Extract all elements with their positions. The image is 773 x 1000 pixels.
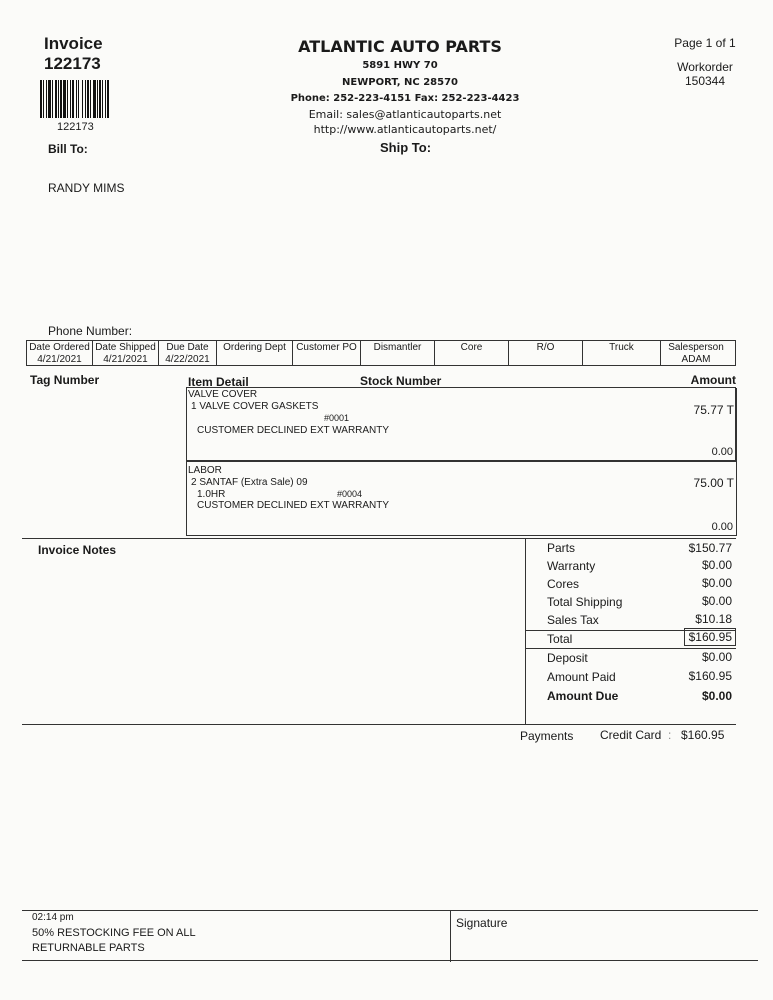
totals-left-rule — [525, 538, 526, 724]
col-stock-number: Stock Number — [360, 374, 442, 388]
grid-cell-ro: R/O — [509, 341, 583, 365]
footer-bottom-rule — [22, 960, 758, 961]
company-email: Email: sales@atlanticautoparts.net — [308, 108, 502, 121]
totals-value: $0.00 — [701, 576, 732, 590]
grid-cell-core: Core — [435, 341, 509, 365]
item-qty: 1.0HR — [197, 489, 226, 500]
order-info-grid — [26, 340, 736, 366]
item-stock: #0004 — [337, 489, 363, 499]
amount-due-value: $0.00 — [701, 689, 732, 703]
grid-cell-truck: Truck — [583, 341, 661, 365]
restocking-line2: RETURNABLE PARTS — [32, 942, 145, 954]
total-value: $160.95 — [688, 630, 732, 644]
barcode — [40, 80, 126, 118]
print-time: 02:14 pm — [32, 912, 74, 923]
signature-divider — [450, 910, 451, 962]
grid-cell-customer-po: Customer PO — [293, 341, 361, 365]
col-item-detail: Item Detail — [188, 375, 249, 389]
totals-label: Parts — [547, 541, 576, 555]
grid-cell-due-date: Due Date 4/22/2021 — [159, 341, 217, 365]
amount-due-label: Amount Due — [547, 689, 619, 703]
item-amount: 75.77 T — [693, 403, 734, 417]
total-label: Total — [547, 632, 573, 646]
item-right-rule — [735, 388, 736, 460]
company-address2: NEWPORT, NC 28570 — [342, 77, 458, 88]
signature-label[interactable]: Signature — [456, 916, 508, 930]
bill-to-name: RANDY MIMS — [48, 181, 125, 195]
totals-label: Total Shipping — [547, 595, 623, 609]
grid-cell-date-ordered: Date Ordered 4/21/2021 — [27, 341, 93, 365]
payment-method: Credit Card — [600, 728, 662, 742]
totals-label: Cores — [547, 577, 580, 591]
company-website[interactable]: http://www.atlanticautoparts.net/ — [313, 123, 497, 136]
item-category: VALVE COVER — [188, 389, 258, 400]
company-name: ATLANTIC AUTO PARTS — [298, 37, 502, 56]
col-amount: Amount — [690, 373, 736, 387]
totals-label: Sales Tax — [547, 613, 599, 627]
invoice-number: 122173 — [44, 54, 101, 73]
footer-top-rule — [22, 910, 758, 911]
amount-paid-label: Amount Paid — [547, 670, 616, 684]
item-note: CUSTOMER DECLINED EXT WARRANTY — [197, 425, 390, 436]
deposit-label: Deposit — [547, 651, 588, 665]
item-desc: 1 VALVE COVER GASKETS — [191, 401, 319, 412]
workorder-label: Workorder — [677, 60, 733, 74]
totals-label: Warranty — [547, 559, 596, 573]
restocking-line1: 50% RESTOCKING FEE ON ALL — [32, 927, 196, 939]
payments-label: Payments — [520, 729, 574, 743]
payment-separator: : — [668, 728, 672, 742]
item-divider — [186, 461, 736, 462]
totals-value: $10.18 — [695, 612, 732, 626]
invoice-label: Invoice — [44, 34, 103, 53]
bill-to-label: Bill To: — [48, 142, 88, 156]
grid-cell-salesperson: Salesperson ADAM — [668, 342, 724, 365]
grid-cell-ordering-dept: Ordering Dept — [217, 341, 293, 365]
invoice-notes-label: Invoice Notes — [38, 543, 117, 557]
totals-value: $0.00 — [701, 558, 732, 572]
page-indicator: Page 1 of 1 — [674, 36, 736, 50]
company-address1: 5891 HWY 70 — [362, 60, 438, 71]
phone-label: Phone Number: — [48, 324, 133, 338]
section-rule — [22, 538, 736, 539]
amount-paid-value: $160.95 — [688, 669, 732, 683]
item-amount: 75.00 T — [693, 476, 734, 490]
item-category: LABOR — [188, 465, 222, 476]
grid-cell-dismantler: Dismantler — [361, 341, 435, 365]
item-desc: 2 SANTAF (Extra Sale) 09 — [191, 477, 308, 488]
ship-to-label: Ship To: — [380, 140, 432, 155]
item-note: CUSTOMER DECLINED EXT WARRANTY — [197, 500, 390, 511]
payment-amount: $160.95 — [681, 728, 725, 742]
item-subtotal: 0.00 — [711, 446, 733, 458]
grid-cell-date-shipped: Date Shipped 4/21/2021 — [93, 341, 159, 365]
deposit-value: $0.00 — [701, 650, 732, 664]
company-phone-fax: Phone: 252-223-4151 Fax: 252-223-4423 — [290, 93, 520, 104]
col-tag-number: Tag Number — [30, 373, 100, 387]
totals-value: $150.77 — [688, 541, 732, 555]
barcode-number: 122173 — [57, 121, 94, 133]
section-bottom-rule — [22, 724, 736, 725]
item-subtotal: 0.00 — [711, 521, 733, 533]
item-stock: #0001 — [324, 413, 350, 423]
totals-value: $0.00 — [701, 594, 732, 608]
workorder-number: 150344 — [684, 74, 726, 88]
total-bottom-rule — [525, 648, 736, 649]
